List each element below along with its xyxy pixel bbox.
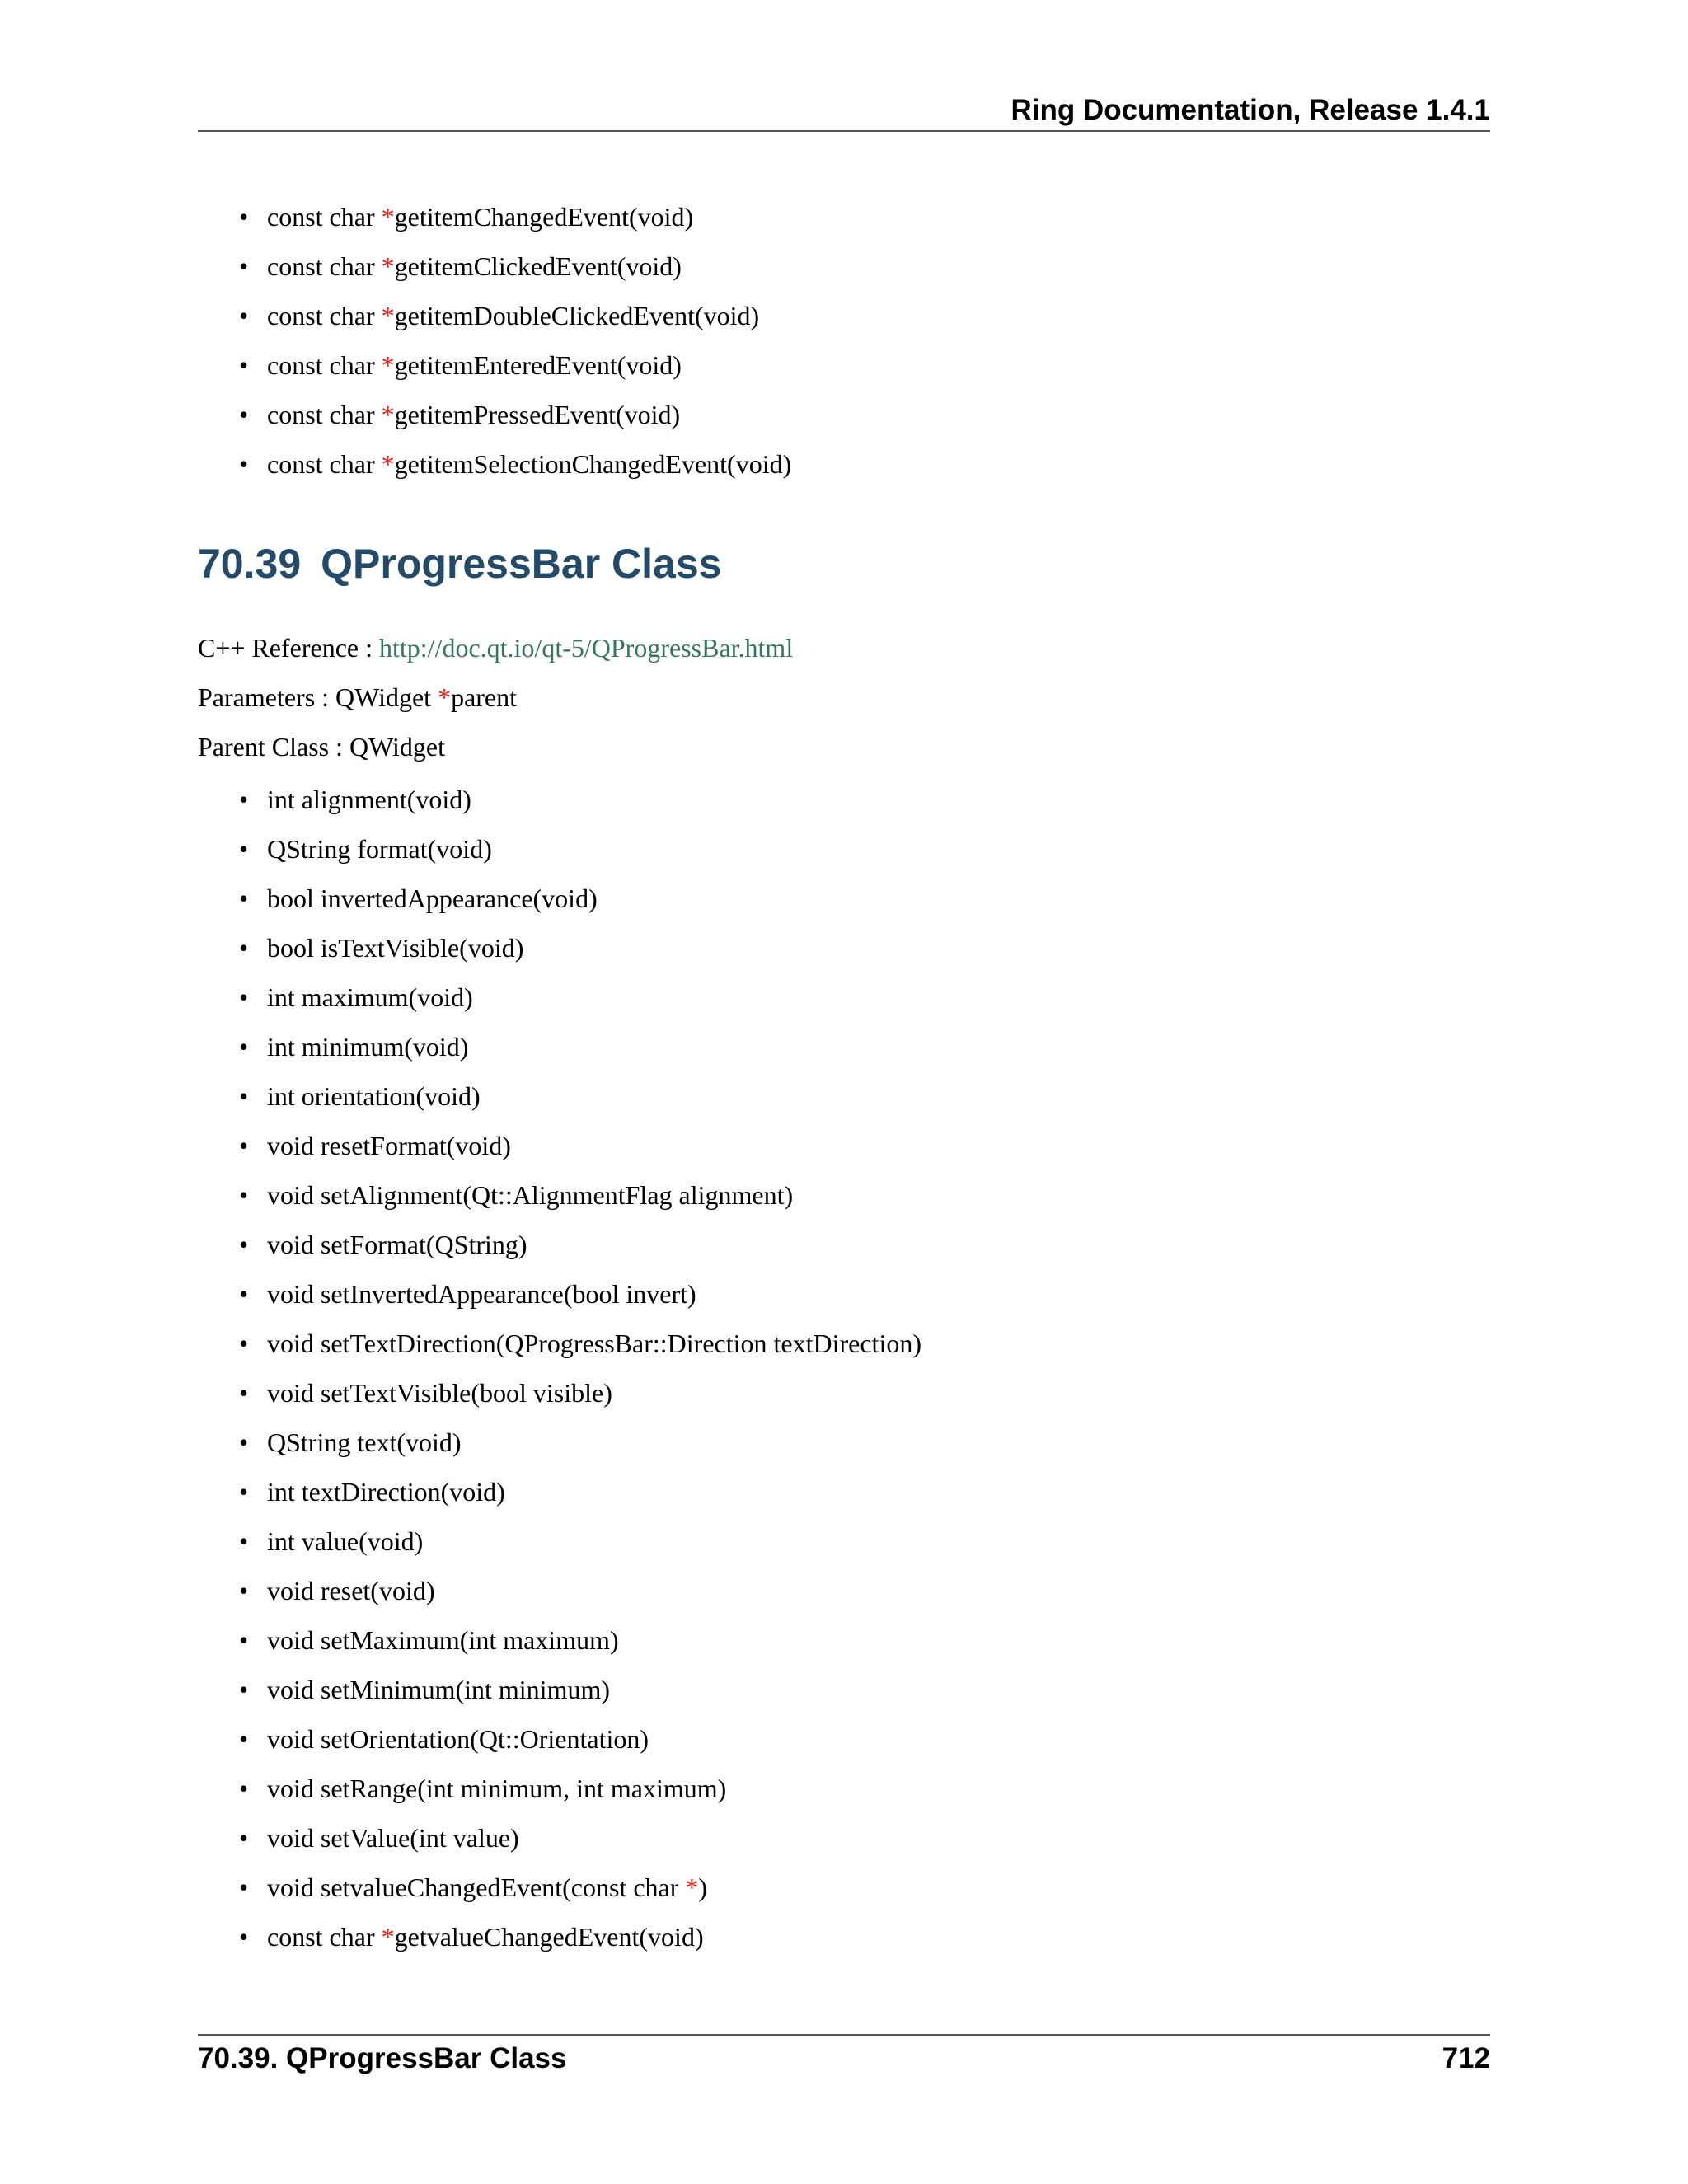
bullet-icon: • (239, 1625, 249, 1655)
pointer-star: * (381, 400, 395, 429)
bullet-icon: • (239, 1823, 249, 1853)
item-text: const char (267, 400, 382, 429)
parameters-label: Parameters : QWidget (198, 682, 438, 712)
list-item (239, 923, 921, 972)
list-item (239, 1022, 921, 1071)
bullet-icon: • (239, 1329, 249, 1358)
item-text: int alignment(void) (267, 785, 471, 814)
document-title: Ring Documentation, Release 1.4.1 (1010, 94, 1490, 126)
item-text: int textDirection(void) (267, 1477, 505, 1507)
parameters-name: parent (451, 682, 518, 712)
bullet-icon: • (239, 1081, 249, 1111)
list-item (239, 1467, 921, 1516)
page-header (198, 91, 1490, 132)
bullet-icon: • (239, 1230, 249, 1259)
pointer-star: * (438, 682, 452, 712)
item-text: void setValue(int value) (267, 1823, 519, 1853)
pointer-star: * (381, 449, 395, 479)
list-item (239, 1516, 921, 1566)
list-item (239, 1071, 921, 1121)
list-item (239, 340, 791, 390)
item-text: const char (267, 301, 382, 330)
pointer-star: * (381, 301, 395, 330)
page-number: 712 (1442, 2042, 1490, 2074)
pointer-star: * (685, 1872, 699, 1902)
bullet-icon: • (239, 982, 249, 1012)
list-item (239, 1615, 921, 1665)
pointer-star: * (381, 350, 395, 380)
page-footer (198, 2034, 1490, 2085)
item-text-suffix: getvalueChangedEvent(void) (394, 1922, 704, 1952)
section-number: 70.39 (198, 541, 302, 587)
list-item (239, 192, 791, 241)
item-text: const char (267, 202, 382, 232)
bullet-icon: • (239, 1180, 249, 1210)
method-list (239, 775, 921, 1961)
bullet-icon: • (239, 1378, 249, 1408)
list-item (239, 874, 921, 923)
pointer-star: * (381, 202, 395, 232)
pointer-star: * (381, 1922, 395, 1952)
item-text: void setTextDirection(QProgressBar::Direction textDirection) (267, 1329, 921, 1358)
bullet-icon: • (239, 1576, 249, 1605)
list-item (239, 390, 791, 439)
cpp-reference (198, 633, 793, 663)
bullet-icon: • (239, 301, 249, 330)
parent-class: Parent Class : QWidget (198, 732, 445, 762)
list-item (239, 1121, 921, 1170)
list-item (239, 1665, 921, 1714)
item-text-suffix: getitemEnteredEvent(void) (394, 350, 682, 380)
item-text: void setAlignment(Qt::AlignmentFlag alignment) (267, 1180, 794, 1210)
bullet-icon: • (239, 1922, 249, 1952)
bullet-icon: • (239, 1872, 249, 1902)
item-text: bool invertedAppearance(void) (267, 883, 598, 913)
list-item (239, 1368, 921, 1418)
parameters (198, 682, 517, 713)
list-item (239, 1319, 921, 1368)
list-item (239, 824, 921, 874)
bullet-icon: • (239, 883, 249, 913)
item-text-suffix: getitemClickedEvent(void) (394, 251, 682, 281)
item-text: void setMaximum(int maximum) (267, 1625, 619, 1655)
bullet-icon: • (239, 251, 249, 281)
footer-section: 70.39. QProgressBar Class (198, 2042, 567, 2074)
item-text-suffix: getitemSelectionChangedEvent(void) (394, 449, 792, 479)
bullet-icon: • (239, 202, 249, 232)
list-item (239, 439, 791, 489)
item-text: void reset(void) (267, 1576, 435, 1605)
item-text: void setRange(int minimum, int maximum) (267, 1774, 727, 1803)
bullet-icon: • (239, 933, 249, 963)
item-text: const char (267, 350, 382, 380)
item-text-suffix: ) (698, 1872, 708, 1902)
bullet-icon: • (239, 1526, 249, 1556)
item-text-suffix: getitemChangedEvent(void) (394, 202, 694, 232)
list-item (239, 1566, 921, 1615)
item-text: bool isTextVisible(void) (267, 933, 524, 963)
pointer-star: * (381, 251, 395, 281)
bullet-icon: • (239, 1032, 249, 1062)
bullet-icon: • (239, 400, 249, 429)
list-item (239, 1863, 921, 1912)
bullet-icon: • (239, 785, 249, 814)
list-item (239, 1714, 921, 1764)
item-text: void setTextVisible(bool visible) (267, 1378, 612, 1408)
item-text: void resetFormat(void) (267, 1131, 511, 1160)
item-text: void setFormat(QString) (267, 1230, 528, 1259)
item-text: const char (267, 449, 382, 479)
list-item (239, 1220, 921, 1269)
item-text: void setOrientation(Qt::Orientation) (267, 1724, 649, 1754)
bullet-icon: • (239, 1427, 249, 1457)
list-item (239, 1813, 921, 1863)
item-text: void setvalueChangedEvent(const char (267, 1872, 686, 1902)
cpp-reference-label: C++ Reference : (198, 633, 379, 663)
item-text: const char (267, 251, 382, 281)
item-text-suffix: getitemPressedEvent(void) (394, 400, 681, 429)
list-item (239, 1170, 921, 1220)
list-item (239, 775, 921, 824)
bullet-icon: • (239, 1724, 249, 1754)
bullet-icon: • (239, 834, 249, 864)
item-text: void setInvertedAppearance(bool invert) (267, 1279, 696, 1309)
list-item (239, 1418, 921, 1467)
item-text: QString format(void) (267, 834, 492, 864)
bullet-icon: • (239, 1279, 249, 1309)
list-item (239, 241, 791, 291)
previous-method-list (239, 192, 791, 489)
item-text-suffix: getitemDoubleClickedEvent(void) (394, 301, 760, 330)
item-text: int maximum(void) (267, 982, 473, 1012)
list-item (239, 1764, 921, 1813)
section-heading (198, 540, 721, 588)
bullet-icon: • (239, 1131, 249, 1160)
list-item (239, 1269, 921, 1319)
section-title: QProgressBar Class (321, 541, 722, 587)
list-item (239, 291, 791, 340)
list-item (239, 1912, 921, 1961)
item-text: void setMinimum(int minimum) (267, 1675, 610, 1704)
item-text: int orientation(void) (267, 1081, 481, 1111)
list-item (239, 972, 921, 1022)
bullet-icon: • (239, 350, 249, 380)
item-text: const char (267, 1922, 382, 1952)
item-text: int minimum(void) (267, 1032, 469, 1062)
bullet-icon: • (239, 449, 249, 479)
cpp-reference-link[interactable]: http://doc.qt.io/qt-5/QProgressBar.html (379, 633, 794, 663)
bullet-icon: • (239, 1675, 249, 1704)
bullet-icon: • (239, 1774, 249, 1803)
item-text: QString text(void) (267, 1427, 462, 1457)
bullet-icon: • (239, 1477, 249, 1507)
item-text: int value(void) (267, 1526, 424, 1556)
